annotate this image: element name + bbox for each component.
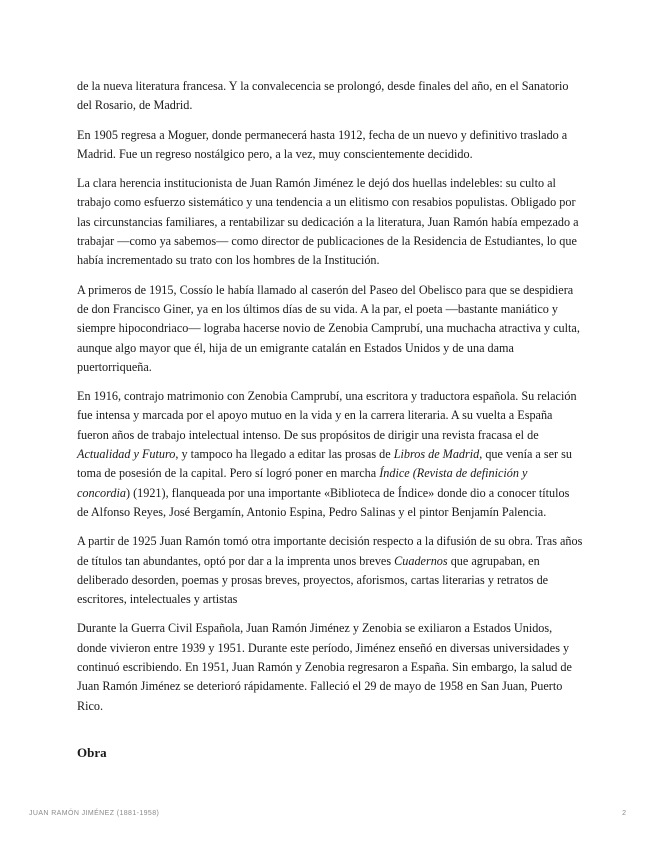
paragraph-text: En 1905 regresa a Moguer, donde permanecerá hasta 1912, fecha de un nuevo y definitivo traslado a Madrid. Fue un regreso nostálgico pero, a la vez, muy conscientemente decidido. [77,127,568,161]
page-number: 2 [622,810,626,817]
italic-title-text: Actualidad y Futuro [77,447,176,462]
paragraph-text: A partir de 1925 Juan Ramón tomó otra importante decisión respecto a la difusión de su obra. Tras años de títulos tan abundantes, optó por dar a la imprenta unos breves [77,534,583,568]
paragraph-text: , y tampoco ha llegado a editar las prosas de [175,447,394,462]
paragraph-text: de la nueva literatura francesa. Y la convalecencia se prolongó, desde finales del año, en el Sanatorio del Rosario, de Madrid. [77,79,569,113]
paragraph-text: ) (1921), flanqueada por una importante «Biblioteca de Índice» donde dio a conocer títulos de Alfonso Reyes, José Bergamín, Antonio Espina, Pedro Salinas y el pintor Benjamín Palencia. [77,485,570,519]
italic-title-text: Índice (Revista de definición y concordia [77,466,528,500]
paragraph-text: A primeros de 1915, Cossío le había llamado al caserón del Paseo del Obelisco para que se despidiera de don Francisco Giner, ya en los últimos días de su vida. A la par, el poeta —bastante maniático y siempre hipocondriaco— lograba hacerse novio de Zenobia Camprubí, una muchacha atractiva y culta, aunque algo mayor que él, hija de un emigrante catalán en Estados Unidos y de una dama puertorriqueña. [77,282,580,374]
paragraph-text: En 1916, contrajo matrimonio con Zenobia Camprubí, una escritora y traductora española. Su relación fue intensa y marcada por el apoyo mutuo en la vida y en la carrera literaria. A su vuelta a España fueron años de trabajo intelectual intenso. De sus propósitos de dirigir una revista fracasa el de [77,389,577,442]
running-title: JUAN RAMÓN JIMÉNEZ (1881-1958) [29,810,160,817]
paragraph [77,281,583,377]
paragraph-text: La clara herencia institucionista de Juan Ramón Jiménez le dejó dos huellas indelebles: su culto al trabajo como esfuerzo sistemático y una tendencia a un elitismo con resabios populistas. Obligado por las circunstancias familiares, a rentabilizar su dedicación a la literatura, Juan Ramón había empezado a trabajar —como ya sabemos— como director de publicaciones de la Residencia de Estudiantes, lo que había incrementado su trato con los hombres de la Institución. [77,176,579,268]
paragraph [77,174,583,270]
section-heading: Obra [77,745,107,760]
document-body [77,77,583,726]
italic-title-text: Libros de Madrid [393,447,480,462]
paragraph [77,619,583,715]
paragraph [77,532,583,609]
paragraph [77,77,583,116]
italic-title-text: Cuadernos [394,553,448,568]
paragraph [77,387,583,522]
paragraph-text: , que venía a ser su toma de posesión de la capital. Pero sí logró poner en marcha [77,447,572,481]
paragraph [77,126,583,165]
paragraph-text: Durante la Guerra Civil Española, Juan Ramón Jiménez y Zenobia se exiliaron a Estados Unidos, donde vivieron entre 1939 y 1951. Durante este período, Jiménez enseñó en diversas universidades y continuó escribiendo. En 1951, Juan Ramón y Zenobia regresaron a España. Sin embargo, la salud de Juan Ramón Jiménez se deterioró rápidamente. Falleció el 29 de mayo de 1958 en San Juan, Puerto Rico. [77,621,572,713]
paragraph-text: que agrupaban, en deliberado desorden, poemas y prosas breves, proyectos, aforismos, cartas literarias y retratos de escritores, intelectuales y artistas [77,553,549,607]
